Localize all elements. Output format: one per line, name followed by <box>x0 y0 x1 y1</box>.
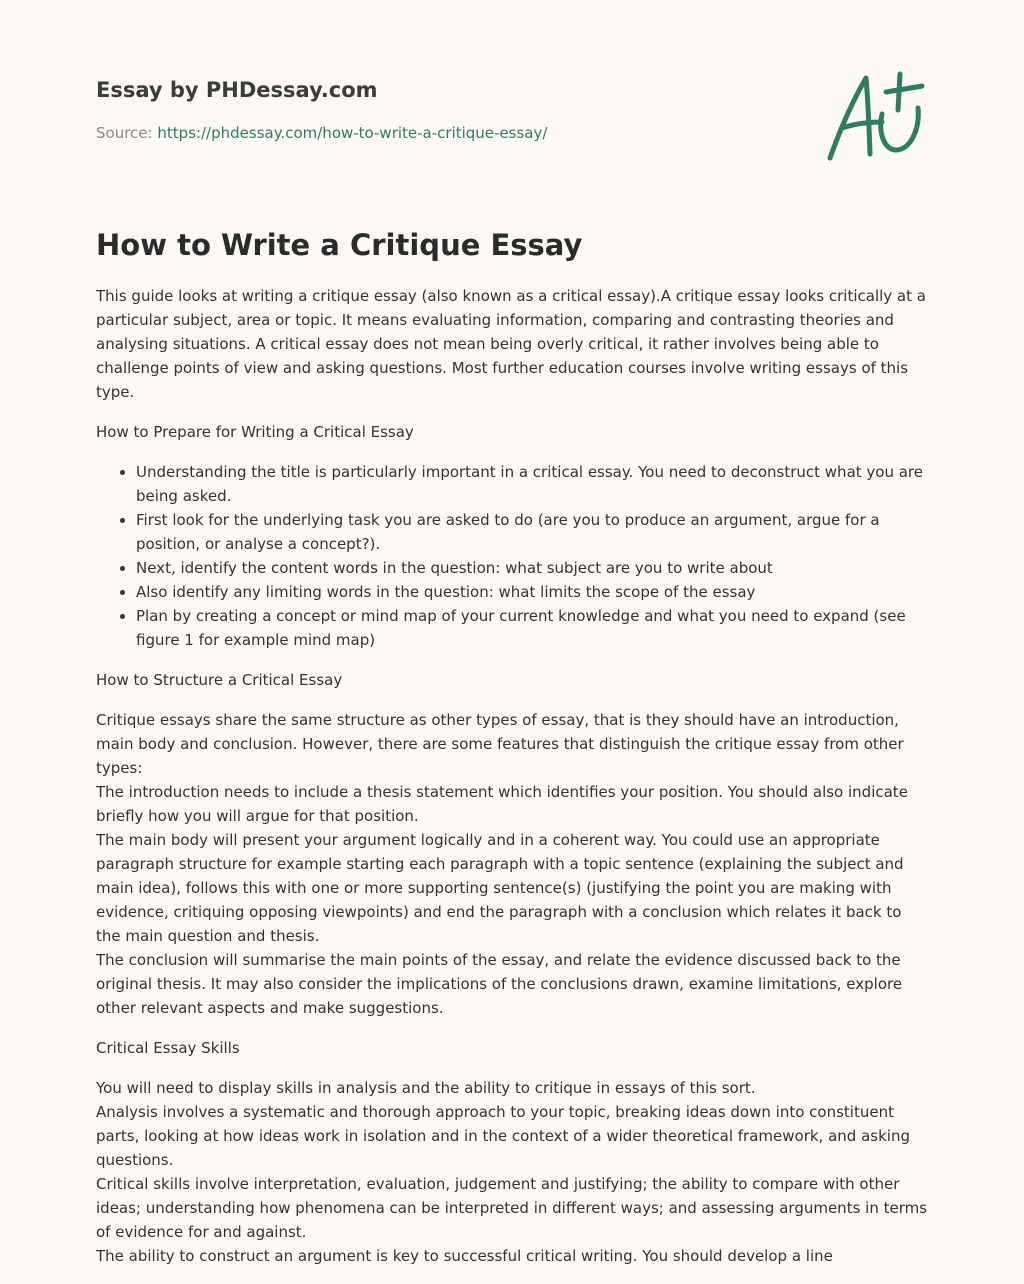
source-link[interactable]: https://phdessay.com/how-to-write-a-critique-essay/ <box>157 124 548 142</box>
prepare-list <box>96 460 930 652</box>
essay-title: How to Write a Critique Essay <box>96 228 583 262</box>
structure-line: The conclusion will summarise the main points of the essay, and relate the evidence discussed back to the original thesis. It may also consider the implications of the conclusions drawn, examine limitations, explore other relevant aspects and make suggestions. <box>96 951 903 1017</box>
site-title: Essay by PHDessay.com <box>96 78 378 102</box>
structure-line: The main body will present your argument logically and in a coherent way. You could use an appropriate paragraph structure for example starting each paragraph with a topic sentence (explaining the subject and main idea), follows this with one or more supporting sentence(s) (justifying the point you are making with evidence, critiquing opposing viewpoints) and end the paragraph with a conclusion which relates it back to the main question and thesis. <box>96 831 904 945</box>
skills-line: Critical skills involve interpretation, evaluation, judgement and justifying; the ability to compare with other ideas; understanding how phenomena can be interpreted in different ways; and assessing arguments in terms of evidence for and against. <box>96 1175 928 1241</box>
list-item: • Also identify any limiting words in the question: what limits the scope of the essay <box>136 580 930 604</box>
intro-paragraph: This guide looks at writing a critique essay (also known as a critical essay).A critique essay looks critically at a particular subject, area or topic. It means evaluating information, comparing and contrasting theories and analysing situations. A critical essay does not mean being overly critical, it rather involves being able to challenge points of view and asking questions. Most further education courses involve writing essays of this type. <box>96 287 926 401</box>
skills-heading: Critical Essay Skills <box>96 1039 240 1057</box>
a-plus-logo <box>822 70 926 162</box>
essay-body <box>96 284 930 1284</box>
list-item: • Plan by creating a concept or mind map of your current knowledge and what you need to expand (see figure 1 for example mind map) <box>136 604 930 652</box>
source-label: Source: <box>96 124 158 142</box>
skills-paragraph <box>96 1076 930 1268</box>
prepare-heading: How to Prepare for Writing a Critical Essay <box>96 423 414 441</box>
structure-paragraph <box>96 708 930 1020</box>
skills-line: You will need to display skills in analysis and the ability to critique in essays of this sort. <box>96 1079 756 1097</box>
list-item: • First look for the underlying task you are asked to do (are you to produce an argument, argue for a position, or analyse a concept?). <box>136 508 930 556</box>
list-item: • Next, identify the content words in the question: what subject are you to write about <box>136 556 930 580</box>
skills-line: Analysis involves a systematic and thorough approach to your topic, breaking ideas down into constituent parts, looking at how ideas work in isolation and in the context of a wider theoretical framework, and asking questions. <box>96 1103 910 1169</box>
structure-line: The introduction needs to include a thesis statement which identifies your position. You should also indicate briefly how you will argue for that position. <box>96 783 908 825</box>
structure-line: Critique essays share the same structure as other types of essay, that is they should have an introduction, main body and conclusion. However, there are some features that distinguish the critique essay from other types: <box>96 711 904 777</box>
skills-line: The ability to construct an argument is key to successful critical writing. You should develop a line <box>96 1247 833 1265</box>
list-item: • Understanding the title is particularly important in a critical essay. You need to deconstruct what you are being asked. <box>136 460 930 508</box>
source-line <box>96 123 547 143</box>
structure-heading: How to Structure a Critical Essay <box>96 671 343 689</box>
